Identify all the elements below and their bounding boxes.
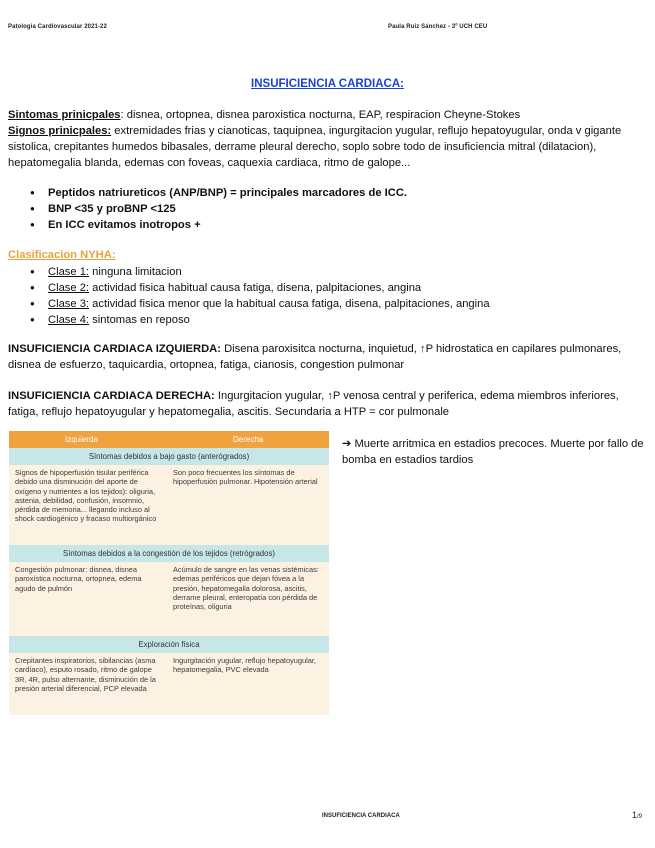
nyha-item	[30, 280, 490, 296]
table-cell-left: Crepitantes inspiratorios, sibilancias (asma cardíaco), esputo rosado, ritmo de galope 3R, 4R, pulso alternante, disminución de la presión arterial diferencial, PCP elevada	[15, 656, 156, 693]
nyha-class-text: actividad fisica habitual causa fatiga, disena, palpitaciones, angina	[89, 282, 422, 294]
page-title	[0, 78, 655, 90]
nyha-class-label: Clase 2:	[48, 282, 90, 294]
page-number	[632, 810, 642, 820]
signos-text: extremidades frias y cianoticas, taquipnea, ingurgitacion yugular, reflujo hepatoyugular, onda v gigante sistolica, crepitantes humedos bibasales, derrame pleural derecho, soplo sobre todo de insuficiencia mitral (dilatacion), hepatomegalia blanda, edemas con foveas, caquexia cardiaca, ritmo de galope...	[8, 125, 622, 169]
table-row	[9, 653, 329, 715]
header-left: Patologia Cardiovascular 2021-22	[8, 24, 107, 30]
derecha-text: Ingurgitacion yugular, ↑P venosa central y periferica, edema miembros inferiores, fatiga, reflujo hepatoyugular y hepatomegalia, ascitis. Secundaria a HTP = cor pulmonale	[8, 390, 619, 418]
bullet-item: ● BNP <35 y proBNP <125	[30, 201, 407, 217]
table-header	[9, 431, 329, 448]
signos-label: Signos prinicpales:	[8, 125, 112, 137]
mortality-note: ➔ Muerte arritmica en estadios precoces. Muerte por fallo de bomba en estadios tardios	[342, 438, 644, 466]
table-cell-right: Ingurgitación yugular, reflujo hepatoyugular, hepatomegalia, PVC elevada	[173, 656, 316, 675]
table-cell-left: Congestión pulmonar: disnea, disnea paroxística nocturna, ortopnea, edema agudo de pulmón	[15, 565, 142, 593]
derecha-label: INSUFICIENCIA CARDIACA DERECHA:	[8, 390, 215, 402]
nyha-class-label: Clase 4:	[48, 314, 90, 326]
nyha-class-label: Clase 3:	[48, 298, 90, 310]
nyha-class-text: actividad fisica menor que la habitual causa fatiga, disena, palpitaciones, angina	[89, 298, 490, 310]
nyha-item	[30, 312, 490, 328]
page-current: 1	[632, 810, 638, 820]
izquierda-text: Disena paroxisitca nocturna, inquietud, ↑P hidrostatica en capilares pulmonares, disnea de esfuerzo, taquicardia, ortopnea, fatiga, cianosis, congestion pulmonar	[8, 343, 622, 371]
bullet-item: ● Peptidos natriureticos (ANP/BNP) = principales marcadores de ICC.	[30, 185, 407, 201]
footer-title: INSUFICIENCIA CARDIACA	[322, 813, 400, 819]
page-title-text: INSUFICIENCIA CARDIACA:	[251, 78, 404, 90]
bullet-item: ● En ICC evitamos inotropos +	[30, 217, 407, 233]
sintomas-label: Sintomas prinicpales	[8, 109, 121, 121]
key-bullets	[30, 185, 407, 233]
derecha-paragraph	[8, 388, 636, 420]
nyha-title: Clasificacion NYHA:	[8, 249, 116, 261]
page-total: /9	[637, 814, 643, 820]
table-row	[9, 465, 329, 545]
table-section-title: Síntomas debidos a bajo gasto (anterógrados)	[9, 448, 329, 465]
nyha-class-text: sintomas en reposo	[89, 314, 190, 326]
table-header-izquierda: Izquierda	[65, 435, 98, 444]
signos-paragraph	[8, 123, 636, 171]
nyha-item	[30, 264, 490, 280]
table-cell-left: Signos de hipoperfusión tisular periférica debido una disminución del aporte de oxígeno y nutrientes a los tejidos): oliguria, astenia, debilidad, confusión, insomnio, pérdida de memoria... llegando incluso al shock cardiogénico y fracaso multiorgánico	[15, 468, 157, 524]
izquierda-label: INSUFICIENCIA CARDIACA IZQUIERDA:	[8, 343, 221, 355]
nyha-class-text: ninguna limitacion	[89, 266, 182, 278]
table-row	[9, 562, 329, 636]
table-cell-right: Acúmulo de sangre en las venas sistémicas: edemas periféricos que dejan fóvea a la presión, hepatomegalia dolorosa, ascitis, derrame pleural, enteropatía con pérdida de proteínas, oliguria	[173, 565, 319, 612]
table-header-derecha: Derecha	[233, 435, 264, 444]
nyha-item	[30, 296, 490, 312]
sintomas-text: : disnea, ortopnea, disnea paroxistica nocturna, EAP, respiracion Cheyne-Stokes	[120, 109, 521, 121]
sintomas-paragraph	[8, 107, 636, 123]
header-right: Paula Ruiz Sánchez - 3º UCH CEU	[388, 24, 488, 30]
table-cell-right: Son poco frecuentes los síntomas de hipoperfusión pulmonar. Hipotensión arterial	[173, 468, 318, 487]
comparison-table	[9, 431, 329, 715]
table-section-title: Síntomas debidos a la congestión de los tejidos (retrógrados)	[9, 545, 329, 562]
nyha-class-label: Clase 1:	[48, 266, 90, 278]
izquierda-paragraph	[8, 341, 636, 373]
table-section-title: Exploración física	[9, 636, 329, 653]
nyha-list	[30, 264, 490, 328]
